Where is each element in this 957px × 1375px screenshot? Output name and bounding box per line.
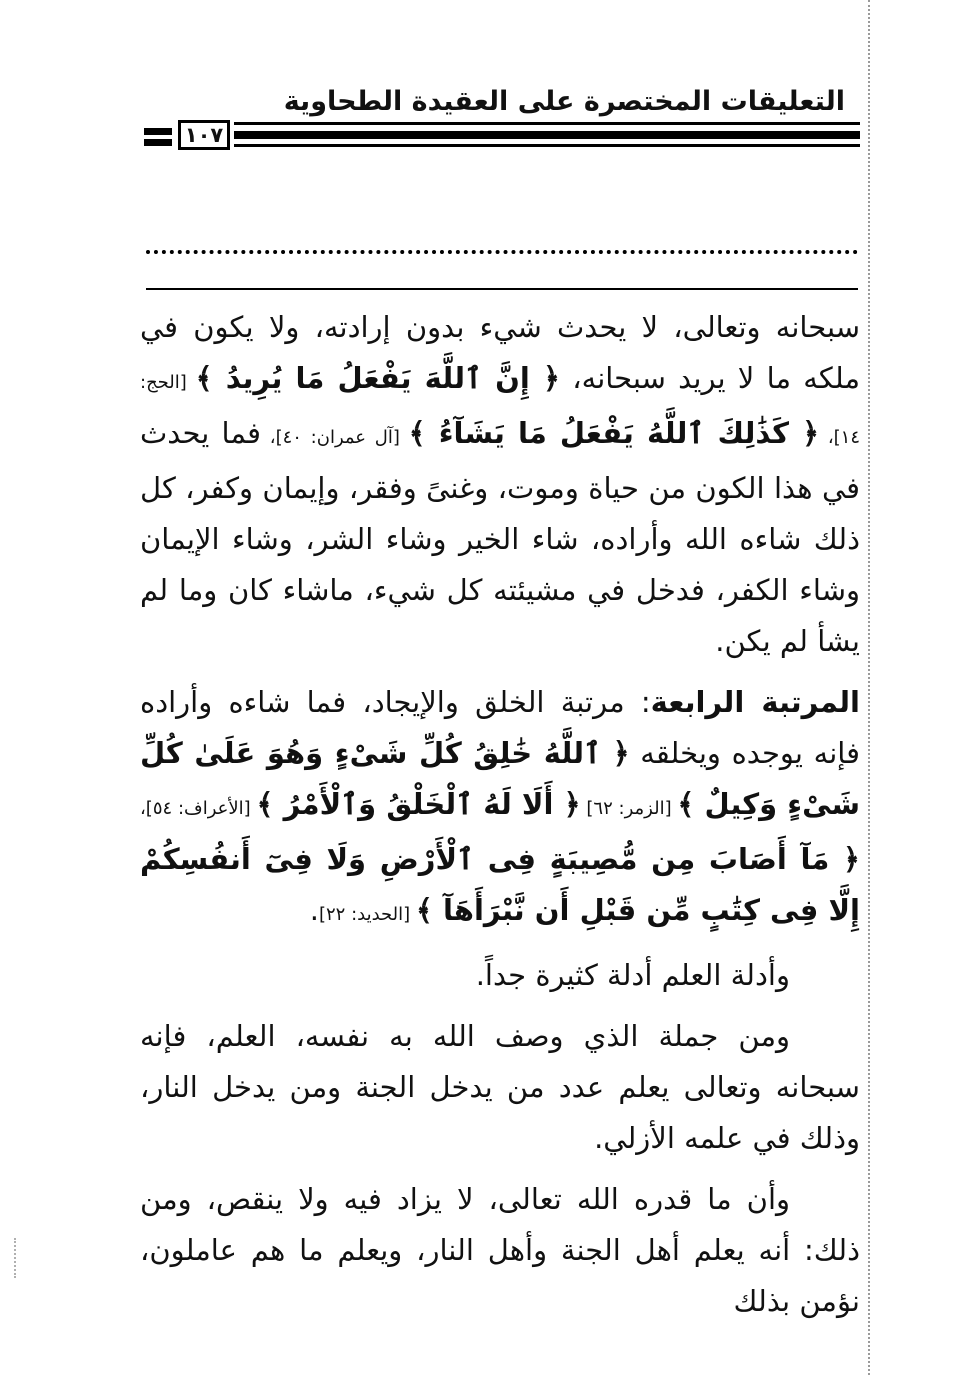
paragraph-5: وأن ما قدره الله تعالى، لا يزاد فيه ولا ينقص، ومن ذلك: أنه يعلم أهل الجنة وأهل النار، ويعلم ما هم عاملون، نؤمن بذلك (140, 1182, 860, 1318)
separator-rule (146, 288, 858, 290)
verse-reference: [آل عمران: ٤٠]، (261, 427, 409, 448)
scan-edge-dotted-line (868, 0, 870, 1375)
footnote-separator-dotted (146, 250, 858, 254)
verse-reference: [الأعراف: ٥٤]، (140, 798, 257, 819)
header-rule-bottom (234, 144, 860, 147)
paragraph-2: المرتبة الرابعة: مرتبة الخلق والإيجاد، فما شاءه وأراده فإنه يوجده ويخلقه ﴿ ٱللَّهُ خَٰلِقُ كُلِّ شَىْءٍ وَهُوَ عَلَىٰ كُلِّ شَىْءٍ وَكِيلٌ ﴾ [الزمر: ٦٢] ﴿ أَلَا لَهُ ٱلْخَلْقُ وَٱلْأَمْرُ ﴾ [الأعراف: ٥٤]، ﴿ مَآ أَصَابَ مِن مُّصِيبَةٍ فِى ٱلْأَرْضِ وَلَا فِىٓ أَنفُسِكُمْ إِلَّا فِى كِتَٰبٍ مِّن قَبْلِ أَن نَّبْرَأَهَآ ﴾ [الحديد: ٢٢]. (140, 685, 860, 927)
paragraph-4: ومن جملة الذي وصف الله به نفسه، العلم، فإنه سبحانه وتعالى يعلم عدد من يدخل الجنة ومن يدخل النار، وذلك في علمه الأزلي. (140, 1019, 860, 1155)
scan-margin-dots (14, 1238, 16, 1278)
verse-reference: [الزمر: ٦٢] (580, 798, 678, 819)
quran-verse: ﴿ كَذَٰلِكَ ٱللَّهُ يَفْعَلُ مَا يَشَآءُ ﴾ (408, 416, 820, 450)
header-rule-left-2 (144, 139, 172, 146)
verse-reference: [الحديد: ٢٢] (318, 904, 416, 925)
verse-reference: [الحج: ١٤]، (140, 372, 860, 448)
paragraph-lead: المرتبة الرابعة (650, 685, 860, 719)
quran-verse: ﴿ إِنَّ ٱللَّهَ يَفْعَلُ مَا يُرِيدُ ﴾ (195, 361, 560, 395)
paragraph-1: سبحانه وتعالى، لا يحدث شيء بدون إرادته، ولا يكون في ملكه ما لا يريد سبحانه، ﴿ إِنَّ ٱللَّهَ يَفْعَلُ مَا يُرِيدُ ﴾ [الحج: ١٤]، ﴿ كَذَٰلِكَ ٱللَّهُ يَفْعَلُ مَا يَشَآءُ ﴾ [آل عمران: ٤٠]، فما يحدث في هذا الكون من حياة وموت، وغنىً وفقر، وإيمان وكفر، كل ذلك شاءه الله وأراده، شاء الخير وشاء الشر، وشاء الإيمان وشاء الكفر، فدخل في مشيئته كل شيء، ماشاء كان وما لم يشأ لم يكن. (140, 310, 860, 658)
page-number: ١٠٧ (178, 120, 230, 150)
running-header-title: التعليقات المختصرة على العقيدة الطحاوية (283, 86, 845, 117)
paragraph-3: وأدلة العلم أدلة كثيرة جداً. (475, 958, 790, 992)
quran-verse: ﴿ مَآ أَصَابَ مِن مُّصِيبَةٍ فِى ٱلْأَرْضِ وَلَا فِىٓ أَنفُسِكُمْ إِلَّا فِى كِتَٰبٍ مِّن قَبْلِ أَن نَّبْرَأَهَآ ﴾ (140, 842, 860, 927)
header-rule-thick (234, 131, 860, 139)
header-rule-left-1 (144, 128, 172, 135)
quran-verse: ﴿ أَلَا لَهُ ٱلْخَلْقُ وَٱلْأَمْرُ ﴾ (256, 787, 581, 821)
quran-verse: ﴿ ٱللَّهُ خَٰلِقُ كُلِّ شَىْءٍ وَهُوَ عَلَىٰ كُلِّ شَىْءٍ وَكِيلٌ ﴾ (140, 736, 860, 821)
body-text (140, 302, 860, 1327)
header-rule-top (234, 122, 860, 125)
